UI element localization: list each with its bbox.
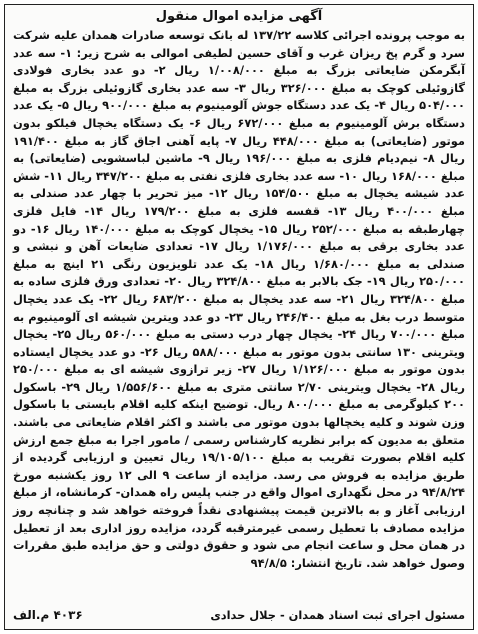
auction-notice: [4, 4, 474, 630]
notice-code: ۴۰۳۶ م.الف: [13, 608, 83, 622]
notice-body: به موجب پرونده اجرائی کلاسه ۱۳۷/۲۲ له بانک توسعه صادرات همدان علیه شرکت سرد و گرم پخ ریزان غرب و آقای حسین لطیفی اموالی به شرح زیر: ۱- سه عدد آبگرمکن ضایعاتی بزرگ به مبلغ ۱/۰۰۸/۰۰۰ ریال ۲- دو عدد بخاری فولادی گازوئیلی کوچک به مبلغ ۳۲۶/۰۰۰ ریال ۳- سه عدد بخاری گازوئیلی بزرگ به مبلغ ۵۰۴/۰۰۰ ریال ۴- یک عدد دستگاه جوش آلومینیوم به مبلغ ۹۰۰/۰۰۰ ریال ۵- یک عدد دستگاه برش آلومینیوم به مبلغ ۶۷۲/۰۰۰ ریال ۶- یک دستگاه یخچال فیلکو بدون موتور (ضایعاتی) به مبلغ ۴۴۸/۰۰۰ ریال ۷- پایه آهنی اجاق گاز به مبلغ ۱۹۱/۴۰۰ ریال ۸- نیم‌دیام فلزی به مبلغ ۱۹۶/۰۰۰ ریال ۹- ماشین لباسشویی (ضایعاتی) به مبلغ ۱۶۸/۰۰۰ ریال ۱۰- سه عدد بخاری فلزی نفتی به مبلغ ۳۴۷/۲۰۰ ریال ۱۱- شش عدد شیشه یخچال به مبلغ ۱۵۴/۵۰۰ ریال ۱۲- میز تحریر با چهار عدد صندلی به مبلغ ۴۰۰/۰۰۰ ریال ۱۳- قفسه فلزی به مبلغ ۱۷۹/۲۰۰ ریال ۱۴- فایل فلزی چهارطبقه به مبلغ ۲۵۲/۰۰۰ ریال ۱۵- یخچال کوچک به مبلغ ۱۴۰/۰۰۰ ریال ۱۶- دو عدد بخاری برقی به مبلغ ۱/۱۷۶/۰۰۰ ریال ۱۷- تعدادی ضایعات آهن و نبشی و صندلی به مبلغ ۱/۶۸۰/۰۰۰ ریال ۱۸- یک عدد تلویزیون رنگی ۲۱ اینچ به مبلغ ۲۵۰/۰۰۰ ریال ۱۹- جک بالابر به مبلغ ۳۲۴/۸۰۰ ریال ۲۰- تعدادی ورق فلزی ساده به مبلغ ۳۲۴/۸۰۰ ریال ۲۱- سه عدد یخچال به مبلغ ۶۸۳/۲۰۰ ریال ۲۲- یک عدد یخچال متوسط درب بغل به مبلغ ۲۴۶/۴۰۰ ریال ۲۳- دو عدد ویترین شیشه ای آلومینیوم به مبلغ ۷۰۰/۰۰۰ ریال ۲۴- یخچال چهار درب دستی به مبلغ ۵۶۰/۰۰۰ ریال ۲۵- یخچال ویترینی ۱۳۰ سانتی بدون موتور به مبلغ ۵۸۸/۰۰۰ ریال ۲۶- دو عدد یخچال ایستاده بدون موتور به مبلغ ۱/۱۲۶/۰۰۰ ریال ۲۷- زیر ترازوی شیشه ای به مبلغ ۲۵۰/۰۰۰ ریال ۲۸- یخچال ویترینی ۲/۷۰ سانتی متری به مبلغ ۱/۵۵۶/۶۰۰ ریال ۲۹- باسکول ۲۰۰ کیلوگرمی به مبلغ ۸۰۰/۰۰۰ ریال. توضیح اینکه کلیه اقلام بایستی با باسکول وزن شوند و کلیه یخچالها بدون موتور می باشند و اکثر اقلام ضایعاتی می باشند. متعلق به مدیون که برابر نظریه کارشناس رسمی / مامور اجرا به مبلغ جمع ارزش کلیه اقلام بصورت تقریب به مبلغ ۱۹/۱۰۵/۱۰۰ ریال تعیین و ارزیابی گردیده از طریق مزایده به فروش می رسد. مزایده از ساعت ۹ الی ۱۲ روز یکشنبه مورخ ۹۴/۸/۲۴ در محل نگهداری اموال واقع در جنب پلیس راه همدان- کرمانشاه، از مبلغ ارزیابی آغاز و به بالاترین قیمت پیشنهادی نقداً فروخته خواهد شد و چنانچه روز مزایده مصادف با تعطیل رسمی غیرمترقبه گردد، مزایده روز اداری بعد از تعطیل در همان محل و ساعت انجام می شود و حقوق دولتی و حق مزایده طبق مقررات وصول خواهد شد. تاریخ انتشار: ۹۴/۸/۵: [13, 28, 466, 570]
official-signature: مسئول اجرای ثبت اسناد همدان - جلال حدادی: [210, 608, 465, 622]
notice-title: آگهی مزایده اموال منقول: [155, 9, 323, 24]
notice-footer: [13, 607, 465, 623]
